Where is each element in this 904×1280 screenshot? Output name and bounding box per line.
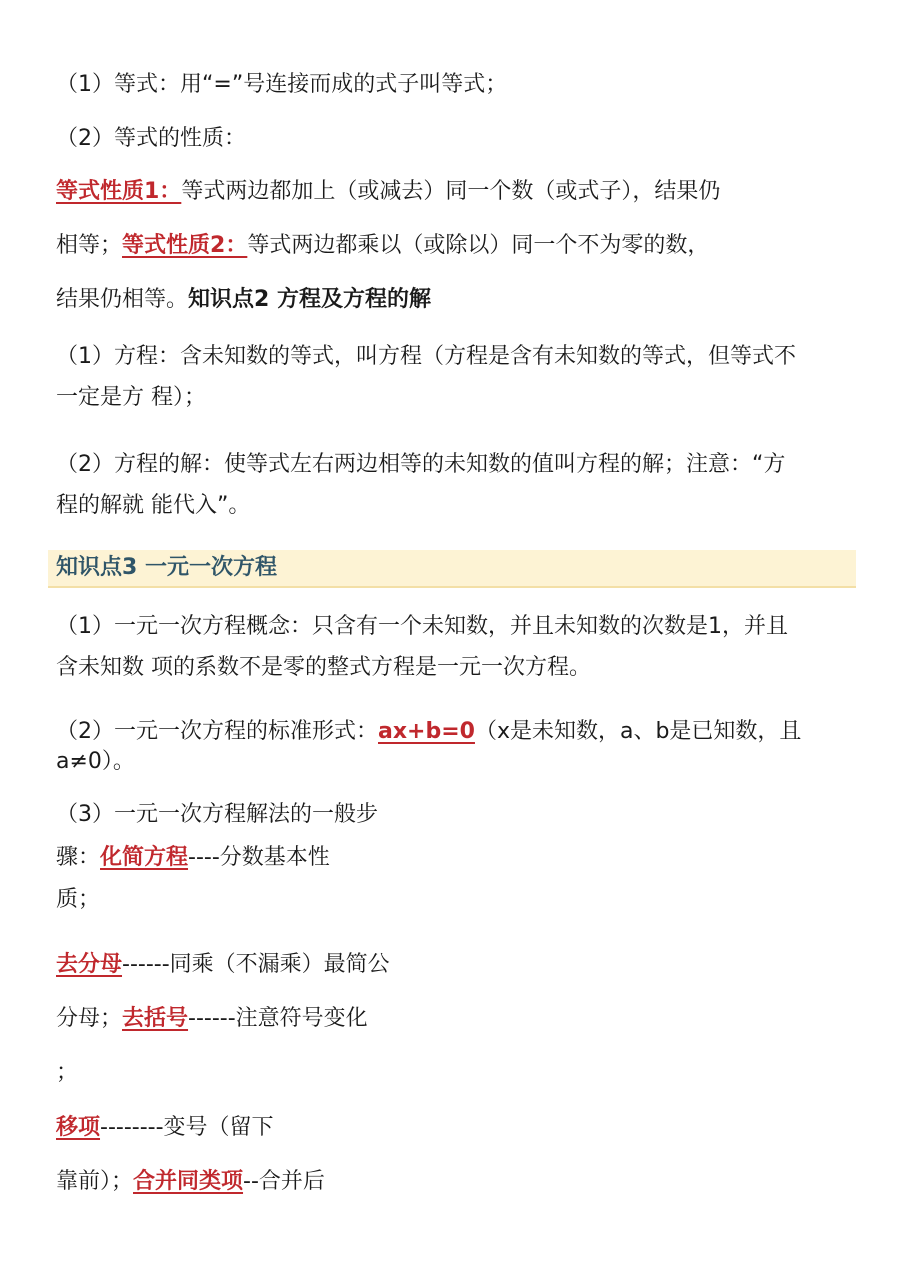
standard-form-formula: ax+b=0 xyxy=(378,719,475,744)
section-banner xyxy=(48,550,856,588)
property-2-text: 等式两边都乘以（或除以）同一个不为零的数， xyxy=(247,233,710,258)
property-1-text: 等式两边都加上（或减去）同一个数（或式子），结果仍 xyxy=(181,179,721,204)
text-line-equation-concept-cont: 一定是方 程）； xyxy=(56,385,206,410)
text-line-step-simplify-cont: 质； xyxy=(56,887,101,912)
step-transpose-text: --------变号（留下 xyxy=(100,1115,274,1140)
text-line-equation-definition: （1）等式：用“=”号连接而成的式子叫等式； xyxy=(56,72,508,97)
text-line-equation-concept: （1）方程：含未知数的等式，叫方程（方程是含有未知数的等式，但等式不 xyxy=(56,344,796,369)
text-line-equation-solution-cont: 程的解就 能代入”。 xyxy=(56,493,251,518)
step-denominator-label: 去分母 xyxy=(56,952,123,977)
text-line-step-transpose xyxy=(56,1113,864,1143)
text-line-property-1 xyxy=(56,177,864,207)
text-line-knowledge-point-2 xyxy=(56,285,864,315)
step-brackets-label: 去括号 xyxy=(122,1006,189,1031)
property-1-label: 等式性质1： xyxy=(56,179,182,204)
text-line-step-brackets xyxy=(56,1004,864,1034)
text-line-standard-form xyxy=(56,717,864,747)
step-brackets-text: ------注意符号变化 xyxy=(188,1006,368,1031)
step-denominator-text-end: 分母； xyxy=(56,1006,123,1031)
knowledge-point-2-heading: 知识点2 方程及方程的解 xyxy=(188,287,431,312)
text-line-step-denominator xyxy=(56,950,864,980)
standard-form-text: （x是未知数，a、b是已知数，且 xyxy=(474,719,802,744)
text-line-equation-solution: （2）方程的解：使等式左右两边相等的未知数的值叫方程的解；注意：“方 xyxy=(56,452,786,477)
text-line-standard-form-cont: a≠0）。 xyxy=(56,749,135,774)
step-denominator-text: ------同乘（不漏乘）最简公 xyxy=(122,952,390,977)
step-simplify-label: 化简方程 xyxy=(100,845,189,870)
step-combine-text: --合并后 xyxy=(243,1169,325,1194)
text-line-semicolon: ； xyxy=(56,1060,79,1085)
step-combine-label: 合并同类项 xyxy=(133,1169,244,1194)
text-line-step-combine xyxy=(56,1167,864,1197)
text-line-property-2 xyxy=(56,231,864,261)
property-2-text-end: 结果仍相等。 xyxy=(56,287,189,312)
section-title: 知识点3 一元一次方程 xyxy=(56,555,277,580)
standard-form-prefix: （2）一元一次方程的标准形式： xyxy=(56,719,378,744)
text-line-step-simplify xyxy=(56,843,864,873)
text-line-linear-equation-concept-cont: 含未知数 项的系数不是零的整式方程是一元一次方程。 xyxy=(56,655,591,680)
text-line-equation-properties-heading: （2）等式的性质： xyxy=(56,126,246,151)
step-transpose-text-end: 靠前）； xyxy=(56,1169,134,1194)
text-line-linear-equation-concept: （1）一元一次方程概念：只含有一个未知数，并且未知数的次数是1，并且 xyxy=(56,614,788,639)
step-simplify-text: ----分数基本性 xyxy=(188,845,330,870)
property-1-text-end: 相等； xyxy=(56,233,123,258)
text-line-solution-steps: （3）一元一次方程解法的一般步 xyxy=(56,802,378,827)
step-prefix: 骤： xyxy=(56,845,101,870)
step-transpose-label: 移项 xyxy=(56,1115,101,1140)
property-2-label: 等式性质2： xyxy=(122,233,248,258)
